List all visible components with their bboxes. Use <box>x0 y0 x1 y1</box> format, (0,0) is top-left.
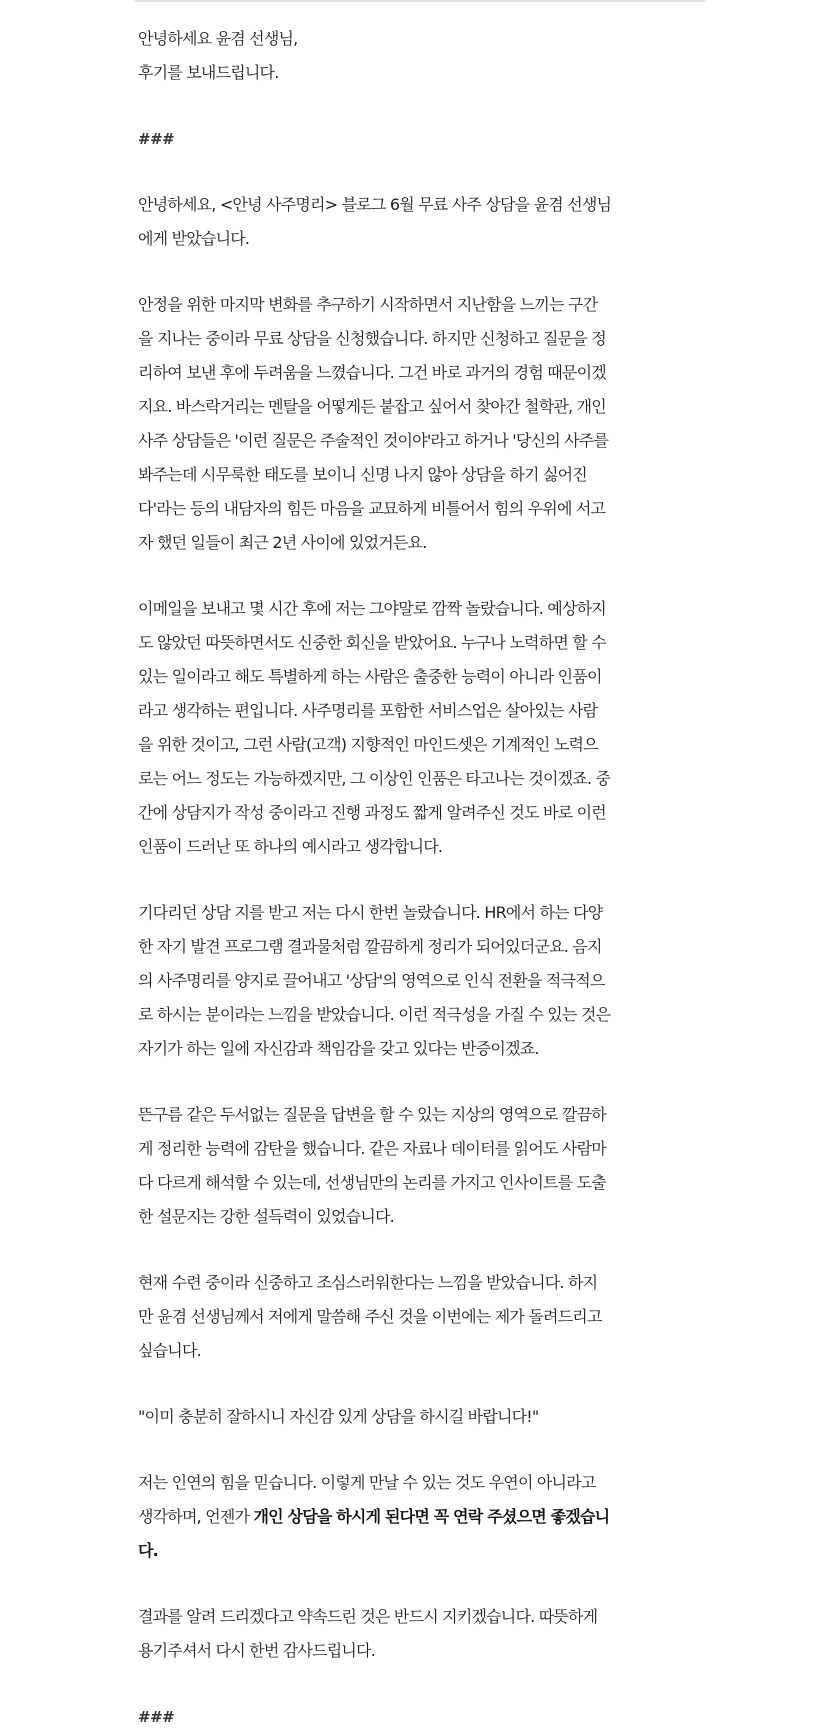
paragraph-training <box>138 1266 708 1368</box>
text-fragment: 생각하며, 언젠가 <box>138 1507 254 1526</box>
text-line: 현재 수련 중이라 신중하고 조심스러워한다는 느낌을 받았습니다. 하지 <box>138 1273 598 1292</box>
text-line: 안정을 위한 마지막 변화를 추구하기 시작하면서 지난함을 느끼는 구간 <box>138 295 598 314</box>
text-line: 다 다르게 해석할 수 있는데, 선생님만의 논리를 가지고 인사이트를 도출 <box>138 1173 606 1192</box>
text-line: 한 자기 발견 프로그램 결과물처럼 깔끔하게 정리가 되어있더군요. 음지 <box>138 937 602 956</box>
text-line: 저는 인연의 힘을 믿습니다. 이렇게 만날 수 있는 것도 우연이 아니라고 <box>138 1473 596 1492</box>
text-line: 자기가 하는 일에 자신감과 책임감을 갖고 있다는 반증이겠죠. <box>138 1039 539 1058</box>
text-line: 용기주셔서 다시 한번 감사드립니다. <box>138 1641 375 1660</box>
text-line: 에게 받았습니다. <box>138 229 250 248</box>
text-line: 한 설문지는 강한 설득력이 있었습니다. <box>138 1207 394 1226</box>
text-line: 있는 일이라고 해도 특별하게 하는 사람은 출중한 능력이 아니라 인품이 <box>138 667 602 686</box>
text-line: 이메일을 보내고 몇 시간 후에 저는 그야말로 깜짝 놀랐습니다. 예상하지 <box>138 599 606 618</box>
text-line: 기다리던 상담 지를 받고 저는 다시 한번 놀랐습니다. HR에서 하는 다양 <box>138 903 603 922</box>
paragraph-consultation-sheet <box>138 896 708 1066</box>
greeting-line: 후기를 보내드립니다. <box>138 63 279 82</box>
text-line: 리하여 보낸 후에 두려움을 느꼈습니다. 그건 바로 과거의 경험 때문이겠 <box>138 363 606 382</box>
text-line: 을 지나는 중이라 무료 상담을 신청했습니다. 하지만 신청하고 질문을 정 <box>138 329 606 348</box>
separator-bottom: ### <box>138 1708 175 1726</box>
greeting-line: 안녕하세요 윤겸 선생님, <box>138 29 298 48</box>
greeting <box>138 22 708 90</box>
paragraph-past-experience <box>138 288 708 560</box>
quote-line: "이미 충분히 잘하시니 자신감 있게 상담을 하시길 바랍니다!" <box>138 1407 539 1426</box>
text-line <box>138 1534 708 1568</box>
paragraph-email-reply <box>138 592 708 864</box>
text-line: 자 했던 일들이 최근 2년 사이에 있었거든요. <box>138 533 427 552</box>
paragraph-fate <box>138 1466 708 1568</box>
text-line: 안녕하세요, <안녕 사주명리> 블로그 6월 무료 사주 상담을 윤겸 선생님 <box>138 195 612 214</box>
text-line: 결과를 알려 드리겠다고 약속드린 것은 반드시 지키겠습니다. 따뜻하게 <box>138 1607 598 1626</box>
text-line: 다'라는 등의 내담자의 힘든 마음을 교묘하게 비틀어서 힘의 우위에 서고 <box>138 499 606 518</box>
review-letter <box>138 22 708 1734</box>
text-line: 봐주는데 시무룩한 태도를 보이니 신명 나지 않아 상담을 하기 싫어진 <box>138 465 587 484</box>
text-line <box>138 1500 708 1534</box>
text-line: 로는 어느 정도는 가능하겠지만, 그 이상인 인품은 타고나는 것이겠죠. 중 <box>138 769 611 788</box>
paragraph-intro <box>138 188 708 256</box>
paragraph-quote <box>138 1400 708 1434</box>
text-line: 사주 상담들은 '이런 질문은 주술적인 것이야'라고 하거나 '당신의 사주를 <box>138 431 609 450</box>
text-line: 만 윤겸 선생님께서 저에게 말씀해 주신 것을 이번에는 제가 돌려드리고 <box>138 1307 602 1326</box>
text-line: 을 위한 것이고, 그런 사람(고객) 지향적인 마인드셋은 기계적인 노력으 <box>138 735 598 754</box>
text-line: 간에 상담지가 작성 중이라고 진행 과정도 짧게 알려주신 것도 바로 이런 <box>138 803 606 822</box>
emphasis-text: 다. <box>138 1541 158 1560</box>
text-line: 의 사주명리를 양지로 끌어내고 '상담'의 영역으로 인식 전환을 적극적으 <box>138 971 605 990</box>
separator-top: ### <box>138 130 175 148</box>
emphasis-text: 개인 상담을 하시게 된다면 꼭 연락 주셨으면 좋겠습니 <box>253 1507 610 1526</box>
text-line: 로 하시는 분이라는 느낌을 받았습니다. 이런 적극성을 가질 수 있는 것은 <box>138 1005 611 1024</box>
paragraph-admiration <box>138 1098 708 1234</box>
text-line: 게 정리한 능력에 감탄을 했습니다. 같은 자료나 데이터를 읽어도 사람마 <box>138 1139 606 1158</box>
text-line: 지요. 바스락거리는 멘탈을 어떻게든 붙잡고 싶어서 찾아간 철학관, 개인 <box>138 397 606 416</box>
top-divider <box>134 0 706 2</box>
text-line: 인품이 드러난 또 하나의 예시라고 생각합니다. <box>138 837 443 856</box>
text-line: 라고 생각하는 편입니다. 사주명리를 포함한 서비스업은 살아있는 사람 <box>138 701 598 720</box>
text-line: 도 않았던 따뜻하면서도 신중한 회신을 받았어요. 누구나 노력하면 할 수 <box>138 633 606 652</box>
text-line: 싶습니다. <box>138 1341 201 1360</box>
text-line: 뜬구름 같은 두서없는 질문을 답변을 할 수 있는 지상의 영역으로 깔끔하 <box>138 1105 606 1124</box>
paragraph-closing <box>138 1600 708 1668</box>
